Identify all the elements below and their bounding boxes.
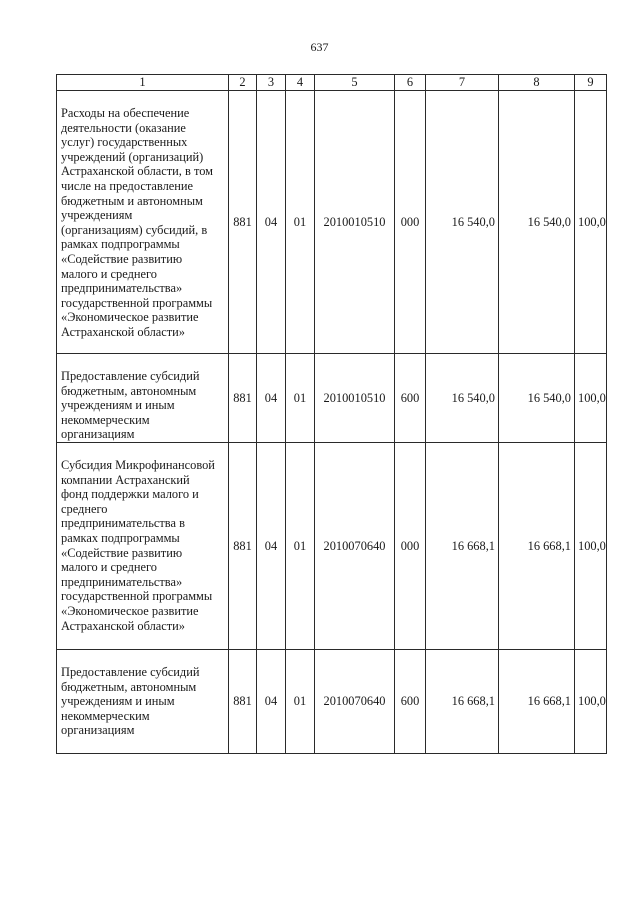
target-article-code: 2010070640 [315, 442, 395, 649]
table-row [57, 649, 607, 753]
plan-amount: 16 540,0 [426, 91, 499, 354]
section-code: 04 [257, 354, 286, 443]
ministry-code: 881 [229, 442, 257, 649]
execution-percent: 100,0 [575, 649, 607, 753]
table-header-row [57, 75, 607, 91]
actual-amount: 16 540,0 [499, 354, 575, 443]
execution-percent: 100,0 [575, 91, 607, 354]
expense-type-code: 600 [395, 354, 426, 443]
expense-description: Субсидия Микрофинансовой компании Астраханский фонд поддержки малого и среднего предпринимательства в рамках подпрограммы «Содействие развитию малого и среднего предпринимательства» государственной программы «Экономическое развитие Астраханской области» [57, 442, 229, 649]
subsection-code: 01 [286, 442, 315, 649]
table-row [57, 442, 607, 649]
table-row [57, 354, 607, 443]
subsection-code: 01 [286, 91, 315, 354]
expense-type-code: 000 [395, 91, 426, 354]
section-code: 04 [257, 442, 286, 649]
actual-amount: 16 668,1 [499, 442, 575, 649]
column-header: 2 [229, 75, 257, 91]
table-row [57, 91, 607, 354]
expense-description: Предоставление субсидий бюджетным, автономным учреждениям и иным некоммерческим организациям [57, 649, 229, 753]
section-code: 04 [257, 649, 286, 753]
target-article-code: 2010070640 [315, 649, 395, 753]
expense-description: Расходы на обеспечение деятельности (оказание услуг) государственных учреждений (организаций) Астраханской области, в том числе на предоставление бюджетным и автономным учреждениям (организациям) субсидий, в рамках подпрограммы «Содействие развитию малого и среднего предпринимательства» государственной программы «Экономическое развитие Астраханской области» [57, 91, 229, 354]
ministry-code: 881 [229, 354, 257, 443]
actual-amount: 16 668,1 [499, 649, 575, 753]
expense-description: Предоставление субсидий бюджетным, автономным учреждениям и иным некоммерческим организациям [57, 354, 229, 443]
budget-table [56, 74, 607, 754]
plan-amount: 16 540,0 [426, 354, 499, 443]
plan-amount: 16 668,1 [426, 649, 499, 753]
ministry-code: 881 [229, 649, 257, 753]
actual-amount: 16 540,0 [499, 91, 575, 354]
page-number: 637 [310, 40, 329, 54]
expense-type-code: 000 [395, 442, 426, 649]
execution-percent: 100,0 [575, 354, 607, 443]
execution-percent: 100,0 [575, 442, 607, 649]
column-header: 4 [286, 75, 315, 91]
column-header: 8 [499, 75, 575, 91]
column-header: 6 [395, 75, 426, 91]
column-header: 1 [57, 75, 229, 91]
column-header: 3 [257, 75, 286, 91]
target-article-code: 2010010510 [315, 91, 395, 354]
target-article-code: 2010010510 [315, 354, 395, 443]
ministry-code: 881 [229, 91, 257, 354]
column-header: 9 [575, 75, 607, 91]
expense-type-code: 600 [395, 649, 426, 753]
plan-amount: 16 668,1 [426, 442, 499, 649]
column-header: 7 [426, 75, 499, 91]
column-header: 5 [315, 75, 395, 91]
subsection-code: 01 [286, 354, 315, 443]
section-code: 04 [257, 91, 286, 354]
subsection-code: 01 [286, 649, 315, 753]
